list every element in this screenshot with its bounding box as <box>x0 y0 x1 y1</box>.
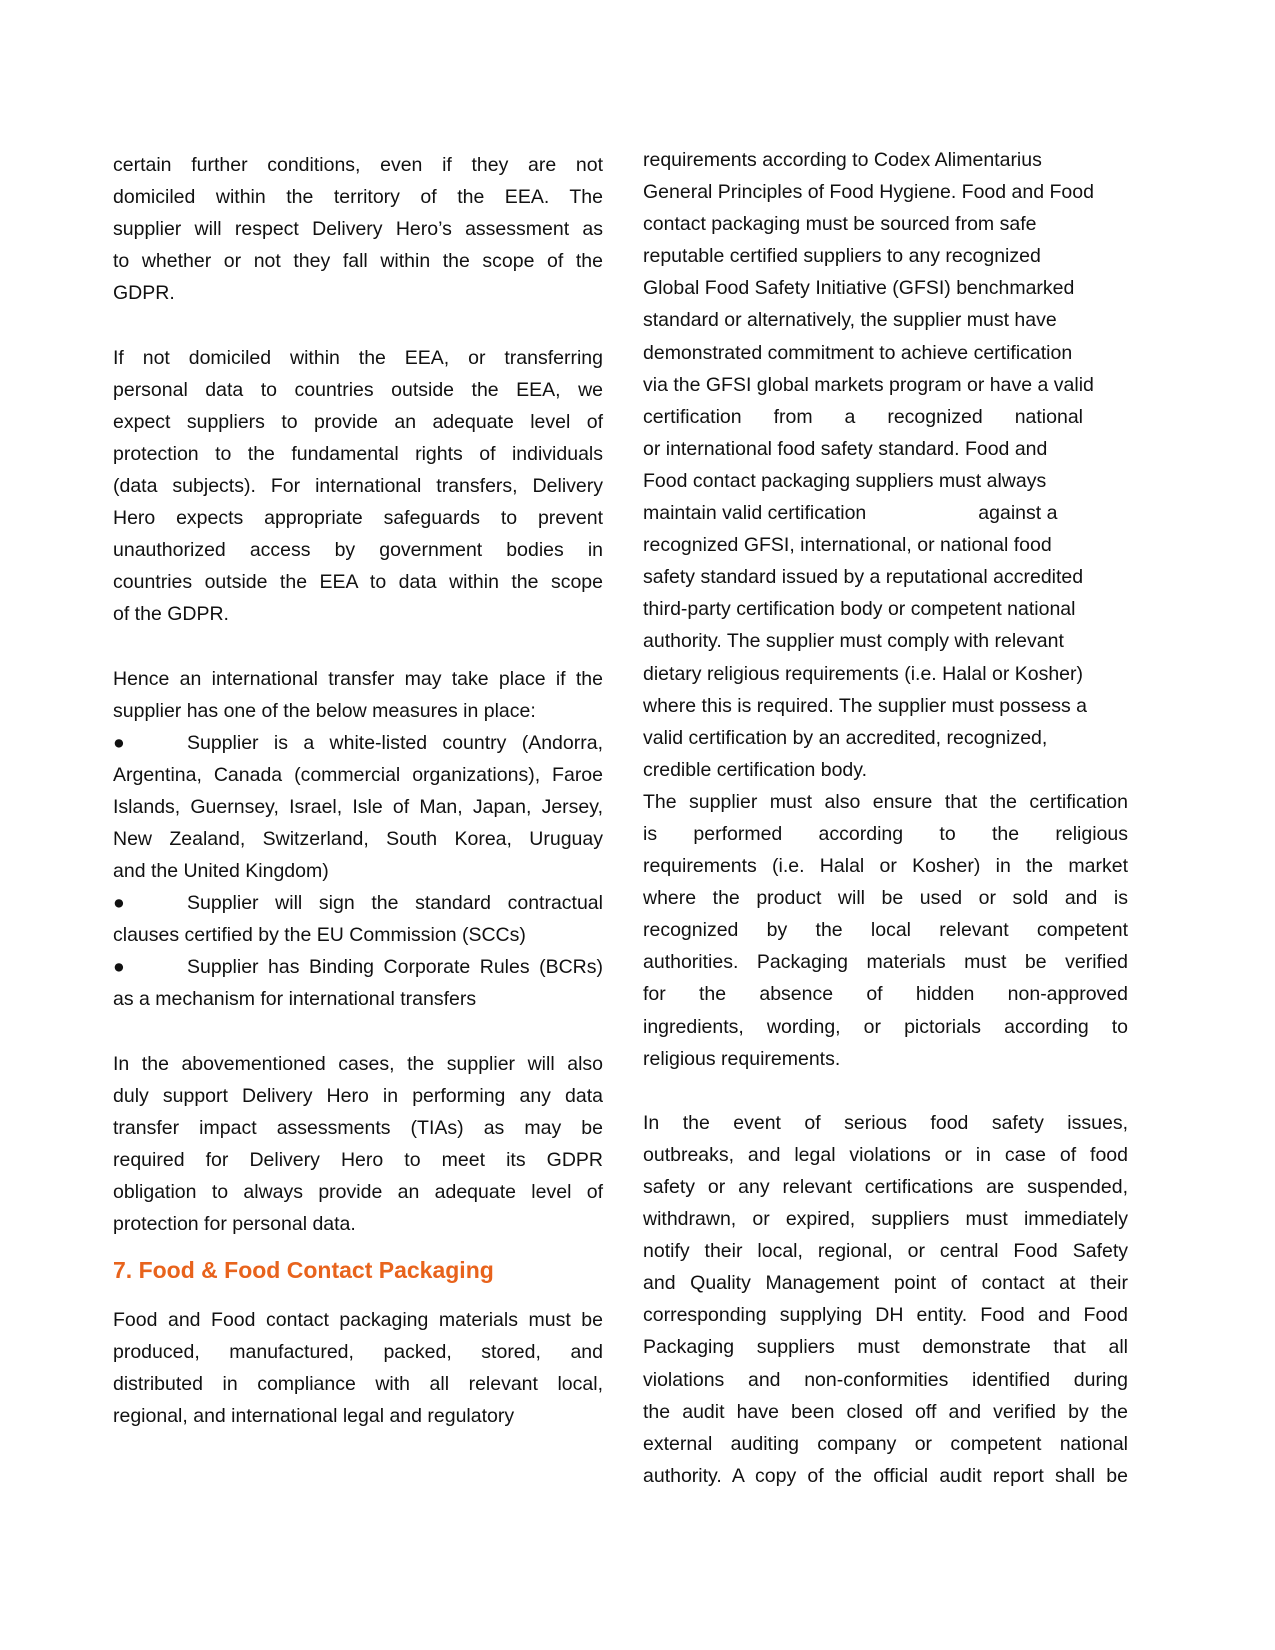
text-line: the audit have been closed off and verified by the <box>643 1400 1128 1423</box>
text-line: demonstrated commitment to achieve certification <box>643 341 1073 364</box>
paragraph-food-packaging-compliance <box>113 1304 603 1432</box>
text-line: General Principles of Food Hygiene. Food and Food <box>643 181 1094 204</box>
list-item-white-listed-country <box>113 727 603 887</box>
text-line: of the GDPR. <box>113 603 229 626</box>
text-line: recognized by the local relevant competent <box>643 919 1128 942</box>
text-line: as a mechanism for international transfers <box>113 988 477 1011</box>
paragraph-gap <box>643 1075 1128 1107</box>
left-column <box>113 149 603 1433</box>
text-line: recognized GFSI, international, or national food <box>643 534 1052 557</box>
paragraph-gap <box>113 309 603 341</box>
text-line <box>113 951 603 983</box>
text-line: dietary religious requirements (i.e. Halal or Kosher) <box>643 662 1084 685</box>
text-line: expect suppliers to provide an adequate level of <box>113 410 603 433</box>
bullet-text: Supplier will sign the standard contractual <box>187 892 603 915</box>
text-line: for the absence of hidden non-approved <box>643 983 1128 1006</box>
text-line <box>113 887 603 919</box>
text-line: reputable certified suppliers to any recognized <box>643 245 1041 268</box>
text-line: regional, and international legal and regulatory <box>113 1405 515 1428</box>
text-line: to whether or not they fall within the scope of the <box>113 250 603 273</box>
text-line: duly support Delivery Hero in performing any data <box>113 1084 603 1107</box>
text-line: countries outside the EEA to data within the scope <box>113 571 603 594</box>
text-line: produced, manufactured, packed, stored, and <box>113 1341 603 1364</box>
list-item-bcrs <box>113 951 603 1015</box>
bullet-icon: ● <box>113 892 125 915</box>
text-line: unauthorized access by government bodies in <box>113 539 603 562</box>
text-line: Hero expects appropriate safeguards to prevent <box>113 507 603 530</box>
text-line: requirements (i.e. Halal or Kosher) in the market <box>643 855 1128 878</box>
paragraph-tia-support <box>113 1048 603 1241</box>
text-line: obligation to always provide an adequate level of <box>113 1181 603 1203</box>
text-line: third-party certification body or competent national <box>643 598 1076 621</box>
text-line: protection for personal data. <box>113 1213 356 1236</box>
text-line: religious requirements. <box>643 1047 841 1070</box>
text-line: Islands, Guernsey, Israel, Isle of Man, Japan, Jersey, <box>113 795 603 818</box>
text-line: outbreaks, and legal violations or in case of food <box>643 1143 1128 1166</box>
text-line: GDPR. <box>113 282 175 305</box>
text-line: and the United Kingdom) <box>113 860 329 883</box>
text-line: Argentina, Canada (commercial organizations), Faroe <box>113 763 603 786</box>
text-line: In the event of serious food safety issues, <box>643 1111 1128 1134</box>
section-heading: 7. Food & Food Contact Packaging <box>113 1257 494 1284</box>
text-line <box>113 727 603 759</box>
paragraph-gap <box>113 1016 603 1048</box>
bullet-icon: ● <box>113 731 125 754</box>
text-line: protection to the fundamental rights of individuals <box>113 442 603 465</box>
text-line: safety or any relevant certifications are suspended, <box>643 1176 1128 1198</box>
text-line: ingredients, wording, or pictorials according to <box>643 1015 1128 1038</box>
bullet-text: Supplier has Binding Corporate Rules (BCRs) <box>187 956 603 979</box>
text-line: requirements according to Codex Alimentarius <box>643 149 1042 171</box>
text-line: If not domiciled within the EEA, or transferring <box>113 346 603 369</box>
text-line: authority. The supplier must comply with relevant <box>643 630 1064 653</box>
paragraph-food-safety-incidents <box>643 1107 1128 1492</box>
text-line: distributed in compliance with all relevant local, <box>113 1373 603 1396</box>
text-line: violations and non-conformities identified during <box>643 1368 1128 1391</box>
text-line <box>643 497 1128 529</box>
paragraph-religious-certification <box>643 786 1128 1075</box>
text-line: Global Food Safety Initiative (GFSI) benchmarked <box>643 277 1075 300</box>
text-line: (data subjects). For international transfers, Delivery <box>113 474 603 497</box>
bullet-text: Supplier is a white-listed country (Andorra, <box>187 731 603 754</box>
text-line: or international food safety standard. Food and <box>643 437 1048 460</box>
text-fragment: against a <box>978 502 1058 525</box>
text-line: required for Delivery Hero to meet its GDPR <box>113 1148 603 1171</box>
text-line: withdrawn, or expired, suppliers must immediately <box>643 1208 1128 1231</box>
text-line: and Quality Management point of contact at their <box>643 1272 1128 1295</box>
text-line: Packaging suppliers must demonstrate that all <box>643 1336 1128 1359</box>
text-line: The supplier must also ensure that the certification <box>643 790 1128 813</box>
text-line: via the GFSI global markets program or have a valid <box>643 373 1094 396</box>
text-line: certain further conditions, even if they are not <box>113 154 603 176</box>
text-line: where this is required. The supplier must possess a <box>643 694 1088 717</box>
text-line: domiciled within the territory of the EEA. The <box>113 186 603 209</box>
bullet-icon: ● <box>113 956 125 979</box>
paragraph-gap <box>113 630 603 662</box>
text-line: external auditing company or competent national <box>643 1432 1128 1455</box>
text-line: supplier has one of the below measures in place: <box>113 699 536 722</box>
text-fragment: maintain valid certification <box>643 502 867 525</box>
text-line: valid certification by an accredited, recognized, <box>643 726 1048 749</box>
text-line: clauses certified by the EU Commission (SCCs) <box>113 924 526 947</box>
text-line: is performed according to the religious <box>643 822 1128 845</box>
text-line: notify their local, regional, or central Food Safety <box>643 1240 1128 1263</box>
paragraph-gdpr-scope <box>113 149 603 309</box>
text-line: where the product will be used or sold and is <box>643 887 1128 910</box>
text-line: In the abovementioned cases, the supplier will also <box>113 1052 603 1075</box>
paragraph-transfer-measures <box>113 663 603 727</box>
paragraph-certification-requirements <box>643 144 1128 786</box>
text-line: safety standard issued by a reputational accredited <box>643 566 1084 589</box>
text-line: personal data to countries outside the EEA, we <box>113 378 603 401</box>
text-line: authorities. Packaging materials must be verified <box>643 951 1128 974</box>
text-line: corresponding supplying DH entity. Food and Food <box>643 1304 1128 1327</box>
text-line: New Zealand, Switzerland, South Korea, Uruguay <box>113 827 603 850</box>
text-line: contact packaging must be sourced from safe <box>643 213 1037 236</box>
text-line: transfer impact assessments (TIAs) as may be <box>113 1116 603 1139</box>
text-line: authority. A copy of the official audit report shall be <box>643 1464 1128 1487</box>
text-line: credible certification body. <box>643 758 868 781</box>
list-item-sccs <box>113 887 603 951</box>
right-column <box>643 144 1128 1492</box>
text-line: certification from a recognized national <box>643 405 1083 428</box>
text-line: supplier will respect Delivery Hero’s assessment as <box>113 218 603 241</box>
paragraph-non-eea <box>113 342 603 631</box>
text-line: Hence an international transfer may take place if the <box>113 667 603 690</box>
text-line: standard or alternatively, the supplier must have <box>643 309 1057 332</box>
text-line: Food contact packaging suppliers must always <box>643 469 1047 492</box>
text-line: Food and Food contact packaging materials must be <box>113 1309 603 1332</box>
